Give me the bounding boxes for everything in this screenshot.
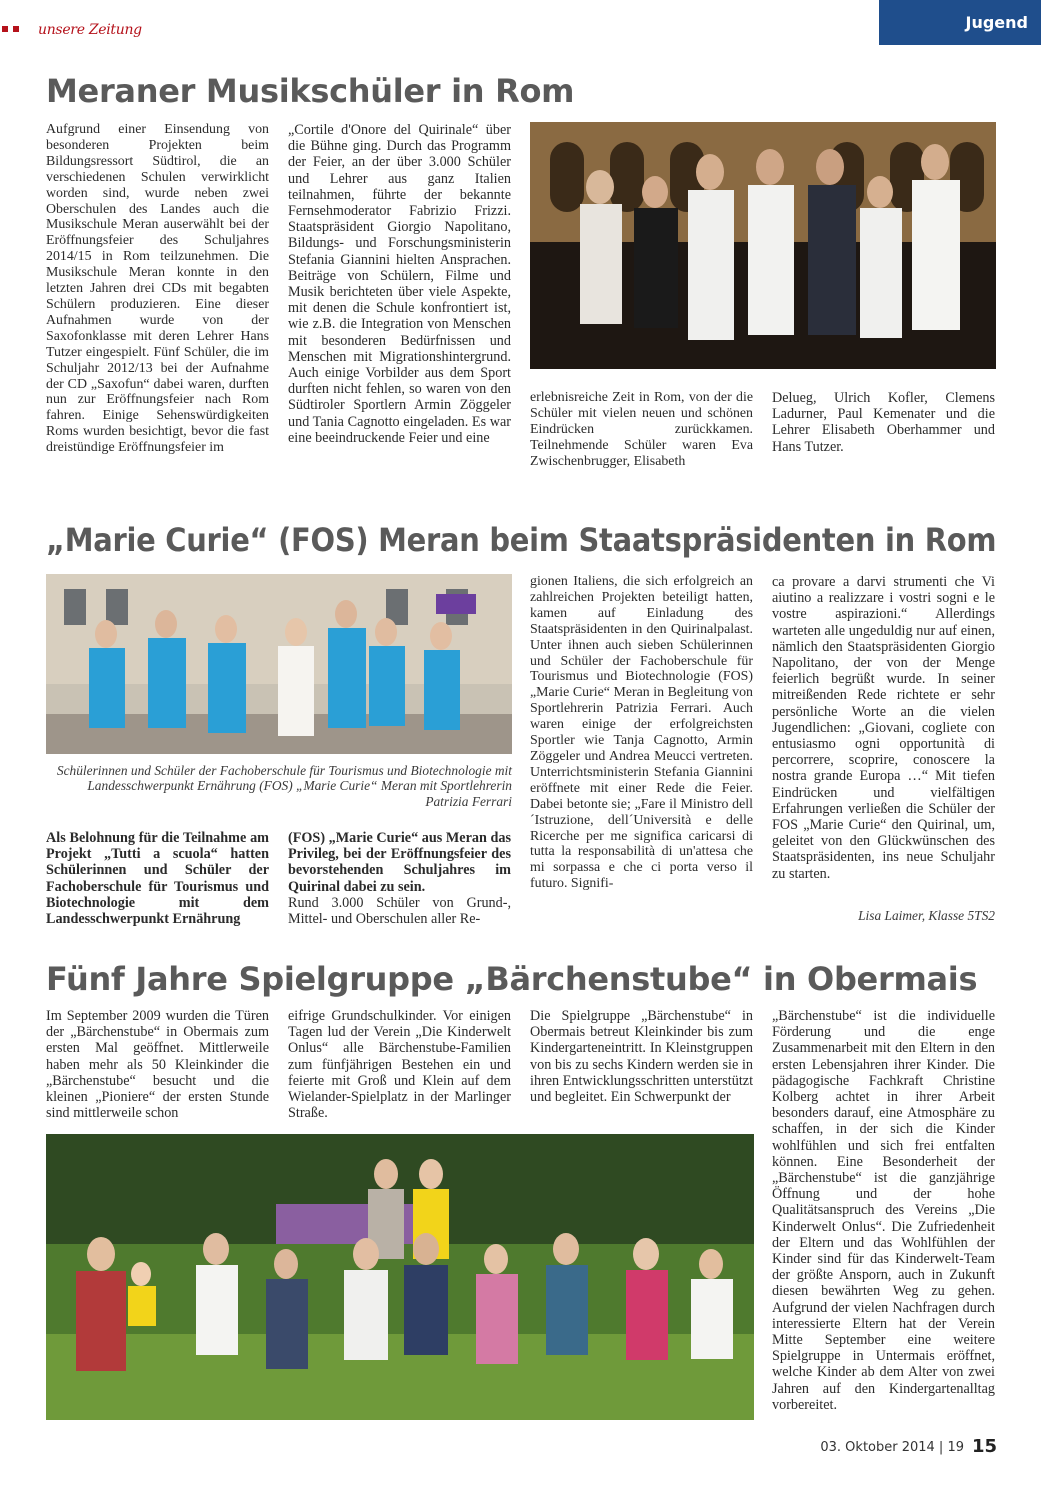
article1-col4: Delueg, Ulrich Kofler, Clemens Ladurner, Paul Kemenater und die Lehrer Elisabeth Oberhammer und Hans Tutzer. <box>772 390 995 455</box>
brand-logo: unsere Zeitung <box>38 22 142 38</box>
article2-col3: gionen Italiens, die sich erfolgreich an zahlreichen Projekten beteiligt hatten, kamen auf Einladung des Staatspräsidenten in den Quirinalpalast. Unter ihnen auch sieben Schülerinnen und Schüler der Fachoberschule für Tourismus und Biotechnologie (FOS) „Marie Curie“ Meran in Begleitung von Sportlehrerin Patrizia Ferrari. Auch waren einige der erfolgreichsten Sportler wie Tanja Cagnotto, Armin Zöggeler und Andrea Meucci vertreten. Unterrichtsministerin Stefania Giannini eröffnete mit einer Rede die Feier. Dabei betonte sie; „Fare il Ministro dell´Istruzione, dell´Università e delle Ricerche per me significa caricarsi di tutta la responsabilità di un'attesa che mi sorpassa e che ci porta verso il futuro. Signifi- <box>530 574 753 892</box>
article2-lead-col1: Als Belohnung für die Teilnahme am Projekt „Tutti a scuola“ hatten Schülerinnen und Schüler der Fachoberschule für Tourismus und Biotechnologie mit dem Landesschwerpunkt Ernährung <box>46 830 269 928</box>
article1-col3: erlebnisreiche Zeit in Rom, von der die Schüler mit vielen neuen und schönen Eindrücken zurückkamen. Teilnehmende Schüler waren Eva Zwischenbrugger, Elisabeth <box>530 390 753 469</box>
article1-title: Meraner Musikschüler in Rom <box>46 72 575 110</box>
article3-col2: eifrige Grundschulkinder. Vor einigen Tagen lud der Verein „Die Kinderwelt Onlus“ alle Bärchenstube-Familien zum fünfjährigen Bestehen ein und feierte mit Groß und Klein auf dem Wielander-Spielplatz in der Marlinger Straße. <box>288 1008 511 1122</box>
article2-col2-text: Rund 3.000 Schüler von Grund-, Mittel- und Oberschulen aller Re- <box>288 894 511 928</box>
article1-col1: Aufgrund einer Einsendung von besonderen Projekten beim Bildungsressort Südtirol, die an verschiedenen Schulen verwirklicht worden sind, wurde neben zwei Oberschulen des Landes auch die Musikschule Meran auserwählt bei der Eröffnungsfeier des Schuljahres 2014/15 in Rom teilzunehmen. Die Musikschule Meran konnte in den letzten Jahren drei CDs mit begabten Schülern produzieren. Eine dieser Aufnahmen wurde von der Saxofonklasse mit deren Lehrer Hans Tutzer eingespielt. Fünf Schüler, die im Schuljahr 2012/13 bei der Aufnahme der CD „Saxofun“ dabei waren, durften nun zur Eröffnungsfeier nach Rom fahren. Einige Sehenswürdigkeiten Roms wurden besichtigt, bevor die fast dreistündige Eröffnungsfeier im <box>46 122 269 456</box>
photo-fos-students-quirinal <box>46 574 512 754</box>
photo-baerchenstube-group <box>46 1134 754 1420</box>
article2-signature: Lisa Laimer, Klasse 5TS2 <box>858 908 995 923</box>
photo-music-students-rome <box>530 122 996 369</box>
footer-page-number: 15 <box>971 1436 997 1457</box>
article1-col2: „Cortile d'Onore del Quirinale“ über die Bühne ging. Durch das Programm der Feier, an der über 3.000 Schüler und Lehrer aus ganz Italien teilnahmen, führte der bekannte Fernsehmoderator Fabrizio Frizzi. Staatspräsident Giorgio Napolitano, Bildungs- und Forschungsministerin Stefania Giannini hielten Ansprachen. Beiträge von Schülern, Filme und Musik berichteten über viele Aspekte, mit denen die Schule konfrontiert ist, wie z.B. die Integration von Menschen mit besonderen Bedürfnissen und Menschen mit Migrationshintergrund. Auch einige Vorbilder aus dem Sport durften nicht fehlen, so waren von den Südtiroler Sportlern Armin Zöggeler und Tania Cagnotto eingeladen. Es war eine beeindruckende Feier und eine <box>288 122 511 446</box>
article2-photo-caption: Schülerinnen und Schüler der Fachoberschule für Tourismus und Biotechnologie mit Landesschwerpunkt Ernährung (FOS) „Marie Curie“ Meran mit Sportlehrerin Patrizia Ferrari <box>56 763 512 809</box>
section-tab: Jugend <box>879 0 1041 45</box>
article3-title: Fünf Jahre Spielgruppe „Bärchenstube“ in Obermais <box>46 960 978 998</box>
brand-dots <box>2 26 19 32</box>
footer-issue-date: 03. Oktober 2014 | 19 <box>820 1440 964 1455</box>
article2-col4: ca provare a darvi strumenti che Vi aiutino a realizzare i vostri sogni e le vostre aspirazioni.“ Allerdings warteten alle ungeduldig nur auf einen, nämlich den Staatspräsidenten Giorgio Napolitano, der von der Menge feierlich begrüßt wurde. In seiner mitreißenden Rede richtete er sehr persönliche Worte an die vielen Jugendlichen: „Giovani, cogliete con entusiasmo ogni opportunità di percorrere, scoprire, conoscere la nostra grande Europa …“ Mit tiefen Eindrücken und vielfältigen Erfahrungen verließen die Schüler der FOS „Marie Curie“ den Quirinal, um, geleitet von den Glückwünschen des Staatspräsidenten, ins neue Schuljahr zu starten. <box>772 574 995 882</box>
article3-col1: Im September 2009 wurden die Türen der „Bärchenstube“ in Obermais zum ersten Mal geöffnet. Mittlerweile haben mehr als 50 Kleinkinder die „Bärchenstube“ besucht und die kleinen „Pioniere“ der ersten Stunde sind mittlerweile schon <box>46 1008 269 1122</box>
article2-col2 <box>288 830 511 927</box>
article2-lead-col2: (FOS) „Marie Curie“ aus Meran das Privileg, bei der Eröffnungsfeier des bevorstehenden Schuljahres im Quirinal dabei zu sein. <box>288 830 511 895</box>
article3-col3: Die Spielgruppe „Bärchenstube“ in Obermais betreut Kleinkinder bis zum Kindergarteneintritt. In Kleinstgruppen von bis zu sechs Kindern werden sie in ihren Entwicklungsschritten unterstützt und begleitet. Ein Schwerpunkt der <box>530 1008 754 1106</box>
article2-title: „Marie Curie“ (FOS) Meran beim Staatspräsidenten in Rom <box>46 521 997 559</box>
article3-col4: „Bärchenstube“ ist die individuelle Förderung und die enge Zusammenarbeit mit den Eltern in den ersten Lebensjahren ihrer Kinder. Die pädagogische Fachkraft Christine Kolberg achtet in ihrer Arbeit besonders darauf, eine Atmosphäre zu schaffen, in der sich die Kinder wohlfühlen und sich frei entfalten können. Eine Besonderheit der „Bärchenstube“ ist die ganzjährige Öffnung und der hohe Qualitätsanspruch des Vereins „Die Kinderwelt Onlus“. Die Zufriedenheit der Eltern und das Wohlfühlen der Kinder sind für das Kinderwelt-Team der größte Ansporn, auch in Zukunft diesen bewährten Weg zu gehen. Aufgrund der vielen Nachfragen durch interessierte Eltern hat der Verein Mitte September eine weitere Spielgruppe in Untermais eröffnet, welche Kinder ab dem Alter von zwei Jahren auf den Kindergartenalltag vorbereitet. <box>772 1008 995 1413</box>
